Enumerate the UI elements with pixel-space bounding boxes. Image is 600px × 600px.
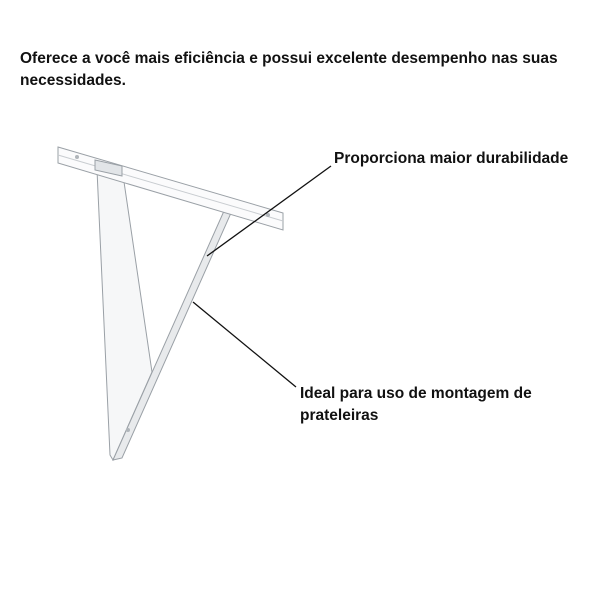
- callout-usage: Ideal para uso de montagem de prateleiras: [300, 385, 532, 424]
- headline-text: Oferece a você mais eficiência e possui excelente desempenho nas suas necessidades.: [20, 50, 558, 89]
- screw-hole-bottom: [126, 428, 130, 432]
- screw-hole-end: [266, 213, 270, 217]
- screw-hole-top: [75, 155, 79, 159]
- callout-line-usage: [193, 302, 296, 387]
- callout-durability: Proporciona maior durabilidade: [334, 150, 569, 167]
- bracket-brace: [97, 170, 152, 460]
